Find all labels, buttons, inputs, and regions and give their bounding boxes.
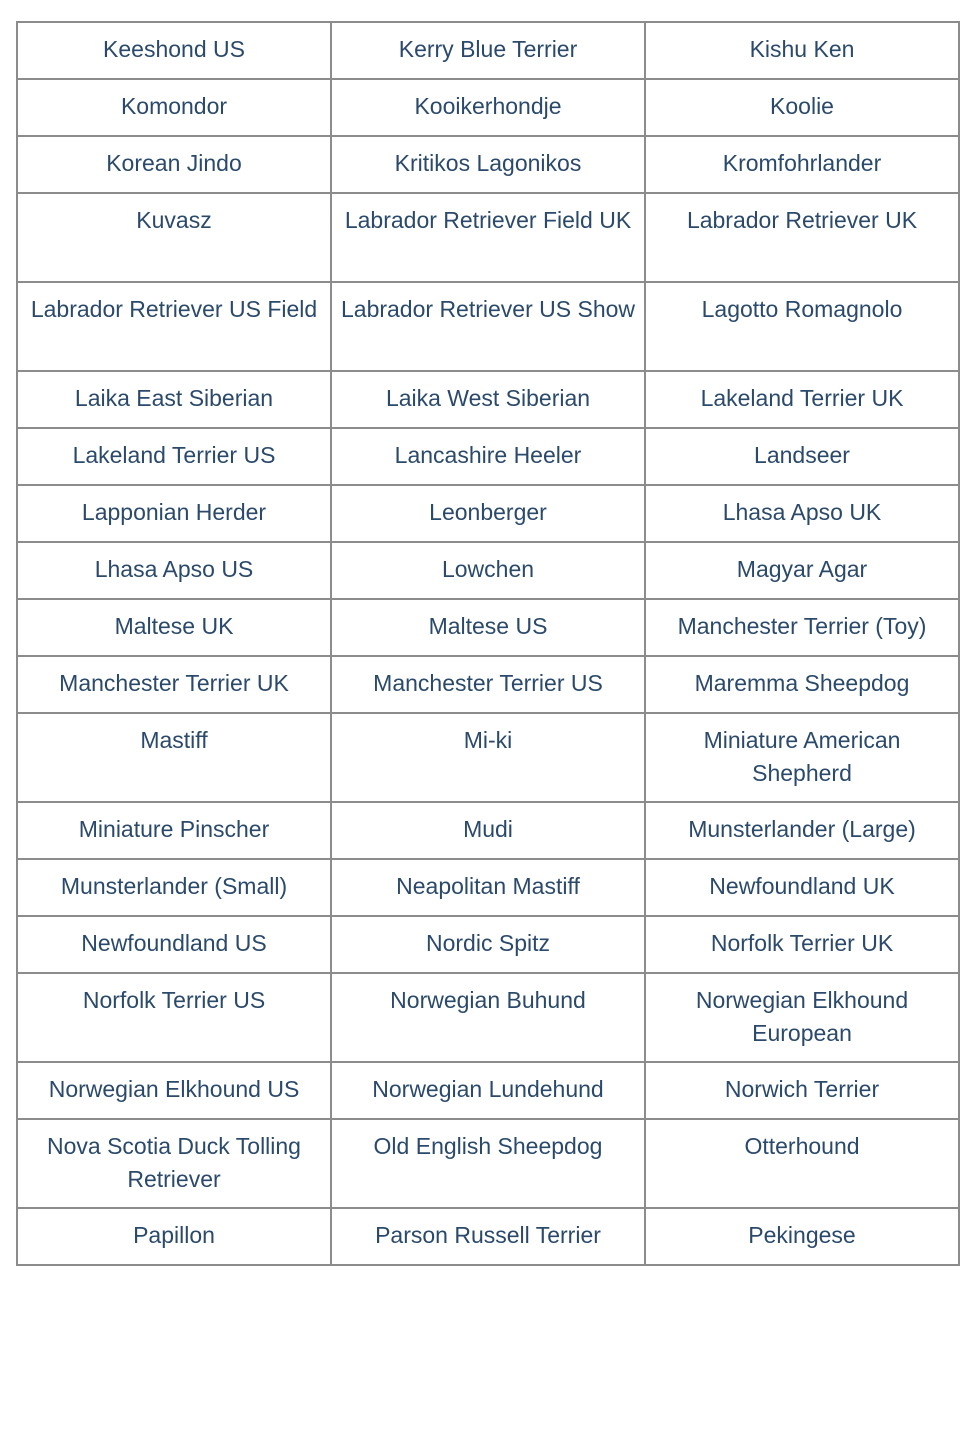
table-row (17, 713, 959, 802)
table-cell: Laika West Siberian (331, 371, 645, 428)
table-cell: Korean Jindo (17, 136, 331, 193)
table-row (17, 282, 959, 371)
table-row (17, 802, 959, 859)
table-cell: Lapponian Herder (17, 485, 331, 542)
table-row (17, 371, 959, 428)
table-cell: Magyar Agar (645, 542, 959, 599)
table-row (17, 859, 959, 916)
table-cell: Leonberger (331, 485, 645, 542)
table-cell: Lagotto Romagnolo (645, 282, 959, 371)
table-cell: Otterhound (645, 1119, 959, 1208)
table-cell: Pekingese (645, 1208, 959, 1265)
table-row (17, 136, 959, 193)
table-row (17, 973, 959, 1062)
table-cell: Kerry Blue Terrier (331, 22, 645, 79)
table-cell: Labrador Retriever UK (645, 193, 959, 282)
table-cell: Nova Scotia Duck Tolling Retriever (17, 1119, 331, 1208)
table-cell: Miniature Pinscher (17, 802, 331, 859)
table-cell: Labrador Retriever Field UK (331, 193, 645, 282)
table-cell: Lancashire Heeler (331, 428, 645, 485)
table-row (17, 542, 959, 599)
table-cell: Labrador Retriever US Show (331, 282, 645, 371)
table-cell: Munsterlander (Large) (645, 802, 959, 859)
table-cell: Lhasa Apso UK (645, 485, 959, 542)
table-cell: Kritikos Lagonikos (331, 136, 645, 193)
table-row (17, 1119, 959, 1208)
table-cell: Lakeland Terrier UK (645, 371, 959, 428)
table-row (17, 916, 959, 973)
table-row (17, 1208, 959, 1265)
table-cell: Parson Russell Terrier (331, 1208, 645, 1265)
table-cell: Keeshond US (17, 22, 331, 79)
table-cell: Old English Sheepdog (331, 1119, 645, 1208)
table-cell: Nordic Spitz (331, 916, 645, 973)
table-cell: Manchester Terrier (Toy) (645, 599, 959, 656)
table-row (17, 22, 959, 79)
table-row (17, 79, 959, 136)
table-cell: Kishu Ken (645, 22, 959, 79)
breed-table (16, 21, 960, 1266)
table-cell: Norwegian Buhund (331, 973, 645, 1062)
table-cell: Norwegian Lundehund (331, 1062, 645, 1119)
table-cell: Norfolk Terrier US (17, 973, 331, 1062)
table-cell: Newfoundland UK (645, 859, 959, 916)
table-cell: Mi-ki (331, 713, 645, 802)
table-cell: Lakeland Terrier US (17, 428, 331, 485)
table-cell: Maltese US (331, 599, 645, 656)
table-cell: Newfoundland US (17, 916, 331, 973)
table-row (17, 428, 959, 485)
table-cell: Kooikerhondje (331, 79, 645, 136)
table-cell: Miniature American Shepherd (645, 713, 959, 802)
table-cell: Norwegian Elkhound European (645, 973, 959, 1062)
table-cell: Landseer (645, 428, 959, 485)
table-cell: Mastiff (17, 713, 331, 802)
table-cell: Koolie (645, 79, 959, 136)
table-row (17, 485, 959, 542)
table-cell: Norwegian Elkhound US (17, 1062, 331, 1119)
table-cell: Laika East Siberian (17, 371, 331, 428)
table-cell: Kromfohrlander (645, 136, 959, 193)
table-cell: Maremma Sheepdog (645, 656, 959, 713)
table-cell: Neapolitan Mastiff (331, 859, 645, 916)
table-row (17, 656, 959, 713)
table-row (17, 1062, 959, 1119)
table-cell: Manchester Terrier UK (17, 656, 331, 713)
table-cell: Labrador Retriever US Field (17, 282, 331, 371)
table-cell: Manchester Terrier US (331, 656, 645, 713)
table-cell: Papillon (17, 1208, 331, 1265)
table-cell: Lhasa Apso US (17, 542, 331, 599)
table-cell: Komondor (17, 79, 331, 136)
table-cell: Munsterlander (Small) (17, 859, 331, 916)
table-cell: Maltese UK (17, 599, 331, 656)
table-cell: Kuvasz (17, 193, 331, 282)
table-cell: Norfolk Terrier UK (645, 916, 959, 973)
table-cell: Norwich Terrier (645, 1062, 959, 1119)
breed-table-body (17, 22, 959, 1265)
table-row (17, 599, 959, 656)
table-cell: Mudi (331, 802, 645, 859)
table-row (17, 193, 959, 282)
table-cell: Lowchen (331, 542, 645, 599)
